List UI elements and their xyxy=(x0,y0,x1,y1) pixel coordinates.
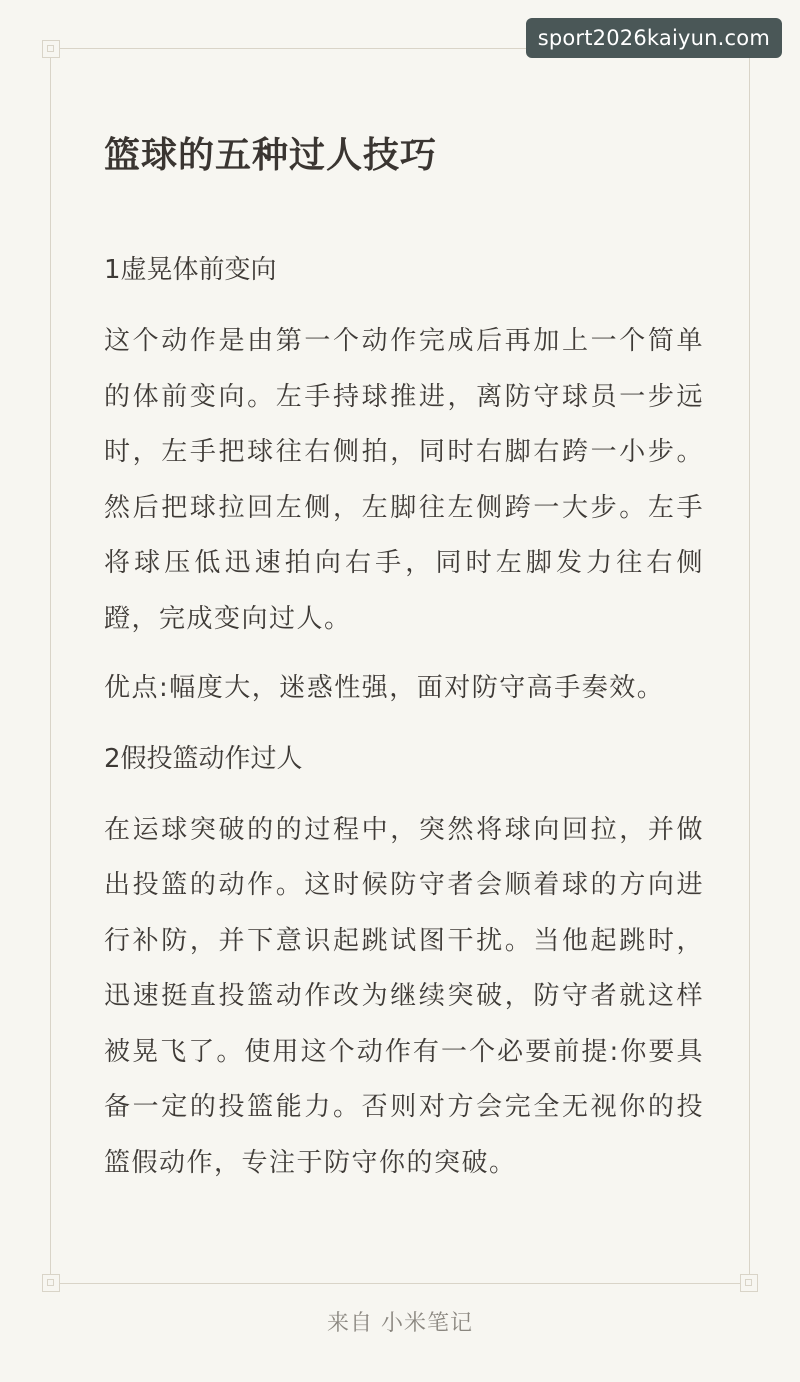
source-footer: 来自 小米笔记 xyxy=(327,1311,473,1336)
section-heading: 1虚晃体前变向 xyxy=(104,255,277,285)
section-heading: 2假投篮动作过人 xyxy=(104,743,303,774)
section-body: 这个动作是由第一个动作完成后再加上一个简单的体前变向。左手持球推进，离防守球员一步远时，左手把球往右侧拍，同时右脚右跨一小步。然后把球拉回左侧，左脚往左侧跨一大步。左手将球压低迅速拍向右手，同时左脚发力往右侧蹬，完成变向过人。 xyxy=(104,326,704,634)
border-corner-ornament xyxy=(42,40,60,58)
article-title: 篮球的五种过人技巧 xyxy=(104,135,438,176)
border-corner-ornament xyxy=(42,1274,60,1292)
border-corner-ornament xyxy=(740,1274,758,1292)
site-watermark: sport2026kaiyun.com xyxy=(526,18,782,58)
section-body: 在运球突破的的过程中，突然将球向回拉，并做出投篮的动作。这时候防守者会顺着球的方向进行补防，并下意识起跳试图干扰。当他起跳时，迅速挺直投篮动作改为继续突破，防守者就这样被晃飞了。使用这个动作有一个必要前提:你要具备一定的投篮能力。否则对方会完全无视你的投篮假动作，专注于防守你的突破。 xyxy=(104,814,704,1178)
section-note: 优点:幅度大，迷惑性强，面对防守高手奏效。 xyxy=(104,673,665,703)
article xyxy=(104,128,704,1205)
